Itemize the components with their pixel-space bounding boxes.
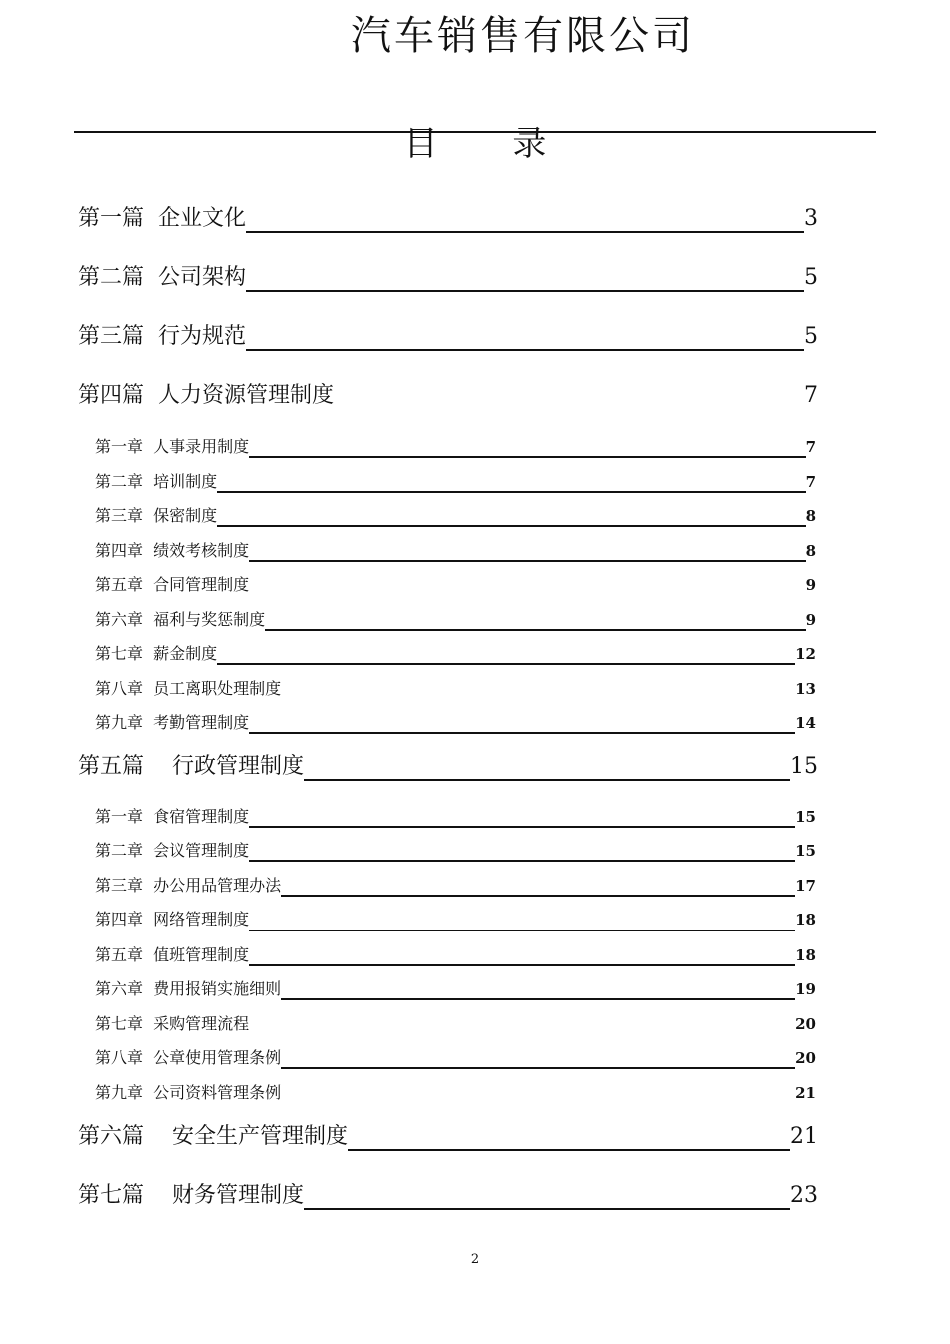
toc-entry-page: 7: [805, 438, 816, 456]
toc-entry-page: 5: [804, 324, 818, 349]
toc-leader-line: [265, 629, 805, 631]
toc-leader-line: [249, 732, 795, 734]
toc-entry-page: 18: [795, 946, 816, 964]
toc-entry-chapter[interactable]: [95, 571, 816, 593]
toc-entry-page: 13: [795, 680, 816, 698]
toc-entry-part-6[interactable]: [78, 1114, 818, 1148]
toc-entry-page: 21: [795, 1084, 816, 1102]
toc-entry-page: 9: [805, 576, 816, 594]
toc-entry-chapter[interactable]: [95, 433, 816, 455]
page-number: 2: [470, 1252, 480, 1267]
toc-entry-label: 第二章 培训制度: [95, 472, 218, 491]
toc-entry-label: 第八章 员工离职处理制度: [95, 679, 282, 698]
toc-entry-page: 12: [795, 645, 816, 663]
toc-entry-label: 第九章 公司资料管理条例: [95, 1083, 282, 1102]
toc-entry-chapter[interactable]: [95, 803, 816, 825]
toc-leader-line: [246, 231, 804, 233]
toc-heading: 目 录: [403, 124, 579, 164]
toc-entry-part-3[interactable]: [78, 314, 818, 348]
toc-entry-label: 第六篇 安全生产管理制度: [78, 1124, 348, 1149]
toc-entry-chapter[interactable]: [95, 941, 816, 963]
toc-leader-line: [249, 826, 795, 828]
toc-entry-label: 第三章 办公用品管理办法: [95, 876, 282, 895]
toc-leader-line: [281, 998, 795, 1000]
toc-entry-label: 第四章 网络管理制度: [95, 910, 250, 929]
toc-entry-label: 第七章 薪金制度: [95, 644, 218, 663]
toc-leader-line: [281, 1067, 795, 1069]
toc-entry-label: 第九章 考勤管理制度: [95, 713, 250, 732]
toc-entry-label: 第二章 会议管理制度: [95, 841, 250, 860]
toc-entry-chapter[interactable]: [95, 906, 816, 928]
toc-leader-line: [249, 930, 795, 931]
toc-entry-label: 第五章 合同管理制度: [95, 575, 250, 594]
toc-entry-label: 第四章 绩效考核制度: [95, 541, 250, 560]
toc-entry-page: 8: [805, 507, 816, 525]
toc-entry-label: 第七篇 财务管理制度: [78, 1183, 304, 1208]
toc-entry-page: 3: [804, 206, 818, 231]
toc-entry-chapter[interactable]: [95, 640, 816, 662]
toc-entry-label: 第一章 食宿管理制度: [95, 807, 250, 826]
toc-entry-label: 第三章 保密制度: [95, 506, 218, 525]
toc-entry-page: 18: [795, 911, 816, 929]
toc-entry-label: 第二篇 公司架构: [78, 265, 246, 290]
toc-entry-label: 第五篇 行政管理制度: [78, 754, 304, 779]
toc-entry-label: 第五章 值班管理制度: [95, 945, 250, 964]
toc-entry-chapter[interactable]: [95, 1010, 816, 1032]
toc-leader-line: [249, 964, 795, 966]
toc-entry-chapter[interactable]: [95, 675, 816, 697]
toc-entry-chapter[interactable]: [95, 872, 816, 894]
toc-leader-line: [249, 560, 805, 562]
toc-leader-line: [217, 663, 795, 665]
toc-leader-line: [348, 1149, 790, 1151]
toc-leader-line: [304, 1208, 790, 1210]
toc-leader-line: [217, 525, 805, 527]
toc-leader-line: [249, 456, 805, 458]
toc-entry-page: 20: [795, 1015, 816, 1033]
toc-entry-label: 第七章 采购管理流程: [95, 1014, 250, 1033]
toc-entry-chapter[interactable]: [95, 468, 816, 490]
toc-entry-label: 第一篇 企业文化: [78, 206, 246, 231]
toc-leader-line: [249, 860, 795, 862]
toc-entry-page: 20: [795, 1049, 816, 1067]
toc-entry-chapter[interactable]: [95, 1079, 816, 1101]
toc-entry-label: 第八章 公章使用管理条例: [95, 1048, 282, 1067]
toc-entry-chapter[interactable]: [95, 837, 816, 859]
toc-entry-chapter[interactable]: [95, 606, 816, 628]
toc-leader-line: [304, 779, 790, 781]
toc-entry-chapter[interactable]: [95, 537, 816, 559]
toc-entry-part-7[interactable]: [78, 1173, 818, 1207]
toc-entry-page: 19: [795, 980, 816, 998]
toc-entry-label: 第四篇 人力资源管理制度: [78, 383, 334, 408]
toc-entry-chapter[interactable]: [95, 1044, 816, 1066]
toc-entry-label: 第三篇 行为规范: [78, 324, 246, 349]
toc-entry-page: 23: [790, 1183, 818, 1208]
toc-entry-page: 5: [804, 265, 818, 290]
toc-entry-part-5[interactable]: [78, 744, 818, 778]
toc-entry-part-1[interactable]: [78, 196, 818, 230]
toc-entry-page: 17: [795, 877, 816, 895]
toc-entry-page: 7: [805, 473, 816, 491]
toc-entry-page: 15: [795, 808, 816, 826]
toc-entry-page: 15: [790, 754, 818, 779]
toc-entry-page: 9: [805, 611, 816, 629]
toc-entry-part-2[interactable]: [78, 255, 818, 289]
toc-entry-part-4[interactable]: [78, 373, 818, 407]
toc-leader-line: [281, 895, 795, 897]
toc-entry-chapter[interactable]: [95, 975, 816, 997]
toc-entry-page: 14: [795, 714, 816, 732]
toc-entry-chapter[interactable]: [95, 709, 816, 731]
toc-entry-label: 第六章 费用报销实施细则: [95, 979, 282, 998]
document-title: 汽车销售有限公司: [351, 13, 695, 59]
toc-entry-chapter[interactable]: [95, 502, 816, 524]
toc-entry-page: 7: [804, 383, 818, 408]
toc-leader-line: [217, 491, 805, 493]
toc-leader-line: [246, 349, 804, 351]
toc-entry-label: 第六章 福利与奖惩制度: [95, 610, 266, 629]
toc-entry-label: 第一章 人事录用制度: [95, 437, 250, 456]
toc-entry-page: 15: [795, 842, 816, 860]
toc-leader-line: [246, 290, 804, 292]
toc-entry-page: 21: [790, 1124, 818, 1149]
toc-entry-page: 8: [805, 542, 816, 560]
